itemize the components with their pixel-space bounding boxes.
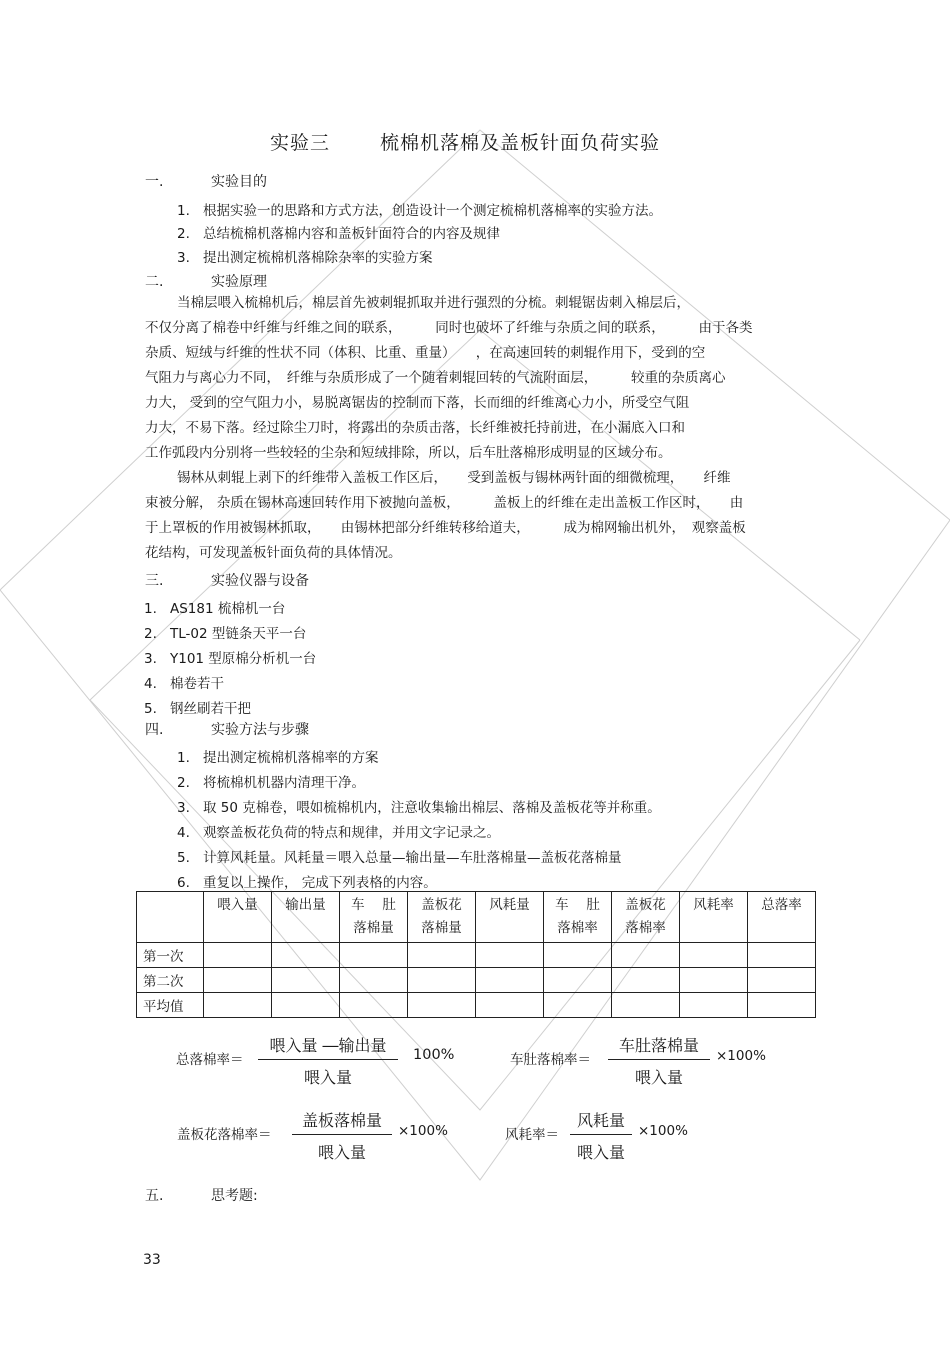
table-cell[interactable] bbox=[340, 968, 408, 993]
formula-numerator: 风耗量 bbox=[570, 1108, 632, 1135]
formula-denominator: 喂入量 bbox=[634, 1068, 683, 1087]
list-item: 1. 根据实验一的思路和方式方法，创造设计一个测定梳棉机落棉率的实验方法。 bbox=[177, 203, 662, 219]
table-cell[interactable] bbox=[408, 993, 476, 1018]
table-cell[interactable] bbox=[748, 968, 816, 993]
formula-total-fraction bbox=[258, 1033, 398, 1088]
row-label: 第一次 bbox=[137, 943, 204, 968]
table-cell[interactable] bbox=[680, 968, 748, 993]
table-cell[interactable] bbox=[680, 943, 748, 968]
page-title bbox=[0, 128, 930, 155]
formula-flat-suffix: ×100% bbox=[398, 1123, 448, 1139]
table-header-cell: 输出量 bbox=[272, 892, 340, 943]
table-header-cell: 车 肚 落棉率 bbox=[544, 892, 612, 943]
table-header-cell: 风耗量 bbox=[476, 892, 544, 943]
section-heading-principle: 二. 实验原理 bbox=[145, 274, 267, 290]
formula-wind-label: 风耗率＝ bbox=[505, 1127, 559, 1143]
formula-denominator: 喂入量 bbox=[317, 1143, 366, 1162]
table-cell[interactable] bbox=[544, 943, 612, 968]
table-cell[interactable] bbox=[680, 993, 748, 1018]
list-item: 2. TL-02 型链条天平一台 bbox=[144, 626, 307, 642]
page-number: 33 bbox=[143, 1252, 161, 1268]
table-header-cell bbox=[137, 892, 204, 943]
formula-wind-fraction bbox=[570, 1108, 632, 1163]
table-cell[interactable] bbox=[408, 943, 476, 968]
table-cell[interactable] bbox=[748, 943, 816, 968]
table-cell[interactable] bbox=[204, 943, 272, 968]
formula-total-label: 总落棉率＝ bbox=[176, 1052, 244, 1068]
title-experiment-number: 实验三 bbox=[269, 132, 330, 154]
table-cell[interactable] bbox=[340, 993, 408, 1018]
formula-belly-fraction bbox=[608, 1033, 710, 1088]
title-experiment-name: 梳棉机落棉及盖板针面负荷实验 bbox=[380, 132, 661, 154]
section-heading-questions: 五. 思考题: bbox=[145, 1188, 258, 1204]
list-item: 2. 将梳棉机机器内清理干净。 bbox=[177, 775, 365, 791]
results-table bbox=[136, 891, 816, 1018]
table-header-cell: 总落率 bbox=[748, 892, 816, 943]
formula-total-suffix: 100% bbox=[413, 1047, 455, 1063]
formula-numerator: 盖板落棉量 bbox=[292, 1108, 392, 1135]
table-header-row bbox=[137, 892, 816, 943]
table-cell[interactable] bbox=[408, 968, 476, 993]
table-cell[interactable] bbox=[612, 993, 680, 1018]
list-item: 4. 棉卷若干 bbox=[144, 676, 224, 692]
table-row bbox=[137, 993, 816, 1018]
table-cell[interactable] bbox=[612, 943, 680, 968]
formula-flat-fraction bbox=[292, 1108, 392, 1163]
table-cell[interactable] bbox=[340, 943, 408, 968]
table-cell[interactable] bbox=[544, 968, 612, 993]
principle-paragraph-1: 当棉层喂入梳棉机后，棉层首先被刺辊抓取并进行强烈的分梳。刺辊锯齿刺入棉层后， 不仅分离了棉卷中纤维与纤维之间的联系， 同时也破坏了纤维与杂质之间的联系， 由于各类 杂质、短绒与纤维的性状不同（体积、比重、重量） ，在高速回转的刺辊作用下，受到的空 气阻力与离心力不同， 纤维与杂质形成了一个随着刺辊回转的气流附面层， 较重的杂质离心 力大， 受到的空气阻力小，易脱离锯齿的控制而下落，长而细的纤维离心力小，所受空气阻 力大，不易下落。经过除尘刀时，将露出的杂质击落，长纤维被托持前进，在小漏底入口和 工作弧段内分别将一些较轻的尘杂和短绒排除，所以，后车肚落棉形成明显的区域分布。 bbox=[145, 295, 753, 461]
table-header-cell: 喂入量 bbox=[204, 892, 272, 943]
section-heading-method: 四. 实验方法与步骤 bbox=[145, 722, 309, 738]
list-item: 4. 观察盖板花负荷的特点和规律，并用文字记录之。 bbox=[177, 825, 500, 841]
table-row bbox=[137, 943, 816, 968]
table-cell[interactable] bbox=[272, 968, 340, 993]
row-label: 平均值 bbox=[137, 993, 204, 1018]
formula-numerator: 车肚落棉量 bbox=[608, 1033, 710, 1060]
list-item: 3. 取 50 克棉卷，喂如梳棉机内，注意收集输出棉层、落棉及盖板花等并称重。 bbox=[177, 800, 661, 816]
table-header-cell: 盖板花 落棉量 bbox=[408, 892, 476, 943]
table-cell[interactable] bbox=[748, 993, 816, 1018]
table-cell[interactable] bbox=[544, 993, 612, 1018]
formula-wind-suffix: ×100% bbox=[638, 1123, 688, 1139]
table-header-cell: 风耗率 bbox=[680, 892, 748, 943]
table-cell[interactable] bbox=[476, 968, 544, 993]
table-cell[interactable] bbox=[476, 943, 544, 968]
formula-denominator: 喂入量 bbox=[303, 1068, 352, 1087]
section-heading-equipment: 三. 实验仪器与设备 bbox=[145, 573, 309, 589]
table-header-cell: 盖板花 落棉率 bbox=[612, 892, 680, 943]
list-item: 2. 总结梳棉机落棉内容和盖板针面符合的内容及规律 bbox=[177, 226, 500, 242]
table-cell[interactable] bbox=[612, 968, 680, 993]
formula-numerator: 喂入量 ―输出量 bbox=[258, 1033, 398, 1060]
list-item: 6. 重复以上操作， 完成下列表格的内容。 bbox=[177, 875, 437, 891]
table-cell[interactable] bbox=[204, 968, 272, 993]
list-item: 5. 钢丝刷若干把 bbox=[144, 701, 251, 717]
formula-belly-label: 车肚落棉率＝ bbox=[510, 1052, 591, 1068]
table-row bbox=[137, 968, 816, 993]
list-item: 1. 提出测定梳棉机落棉率的方案 bbox=[177, 750, 379, 766]
list-item: 5. 计算风耗量。风耗量＝喂入总量—输出量—车肚落棉量—盖板花落棉量 bbox=[177, 850, 622, 866]
formula-belly-suffix: ×100% bbox=[716, 1048, 766, 1064]
table-cell[interactable] bbox=[476, 993, 544, 1018]
table-cell[interactable] bbox=[272, 943, 340, 968]
table-cell[interactable] bbox=[204, 993, 272, 1018]
formula-flat-label: 盖板花落棉率＝ bbox=[177, 1127, 272, 1143]
table-header-cell: 车 肚 落棉量 bbox=[340, 892, 408, 943]
row-label: 第二次 bbox=[137, 968, 204, 993]
principle-paragraph-2: 锡林从刺辊上剥下的纤维带入盖板工作区后， 受到盖板与锡林两针面的细微梳理， 纤维 束被分解， 杂质在锡林高速回转作用下被抛向盖板， 盖板上的纤维在走出盖板工作区时， 由 于上罩板的作用被锡林抓取， 由锡林把部分纤维转移给道夫， 成为棉网输出机外， 观察盖板 花结构，可发现盖板针面负荷的具体情况。 bbox=[145, 470, 746, 561]
list-item: 3. Y101 型原棉分析机一台 bbox=[144, 651, 317, 667]
formula-denominator: 喂入量 bbox=[576, 1143, 625, 1162]
table-cell[interactable] bbox=[272, 993, 340, 1018]
list-item: 3. 提出测定梳棉机落棉除杂率的实验方案 bbox=[177, 250, 433, 266]
section-heading-purpose: 一. 实验目的 bbox=[145, 174, 267, 190]
list-item: 1. AS181 梳棉机一台 bbox=[144, 601, 286, 617]
